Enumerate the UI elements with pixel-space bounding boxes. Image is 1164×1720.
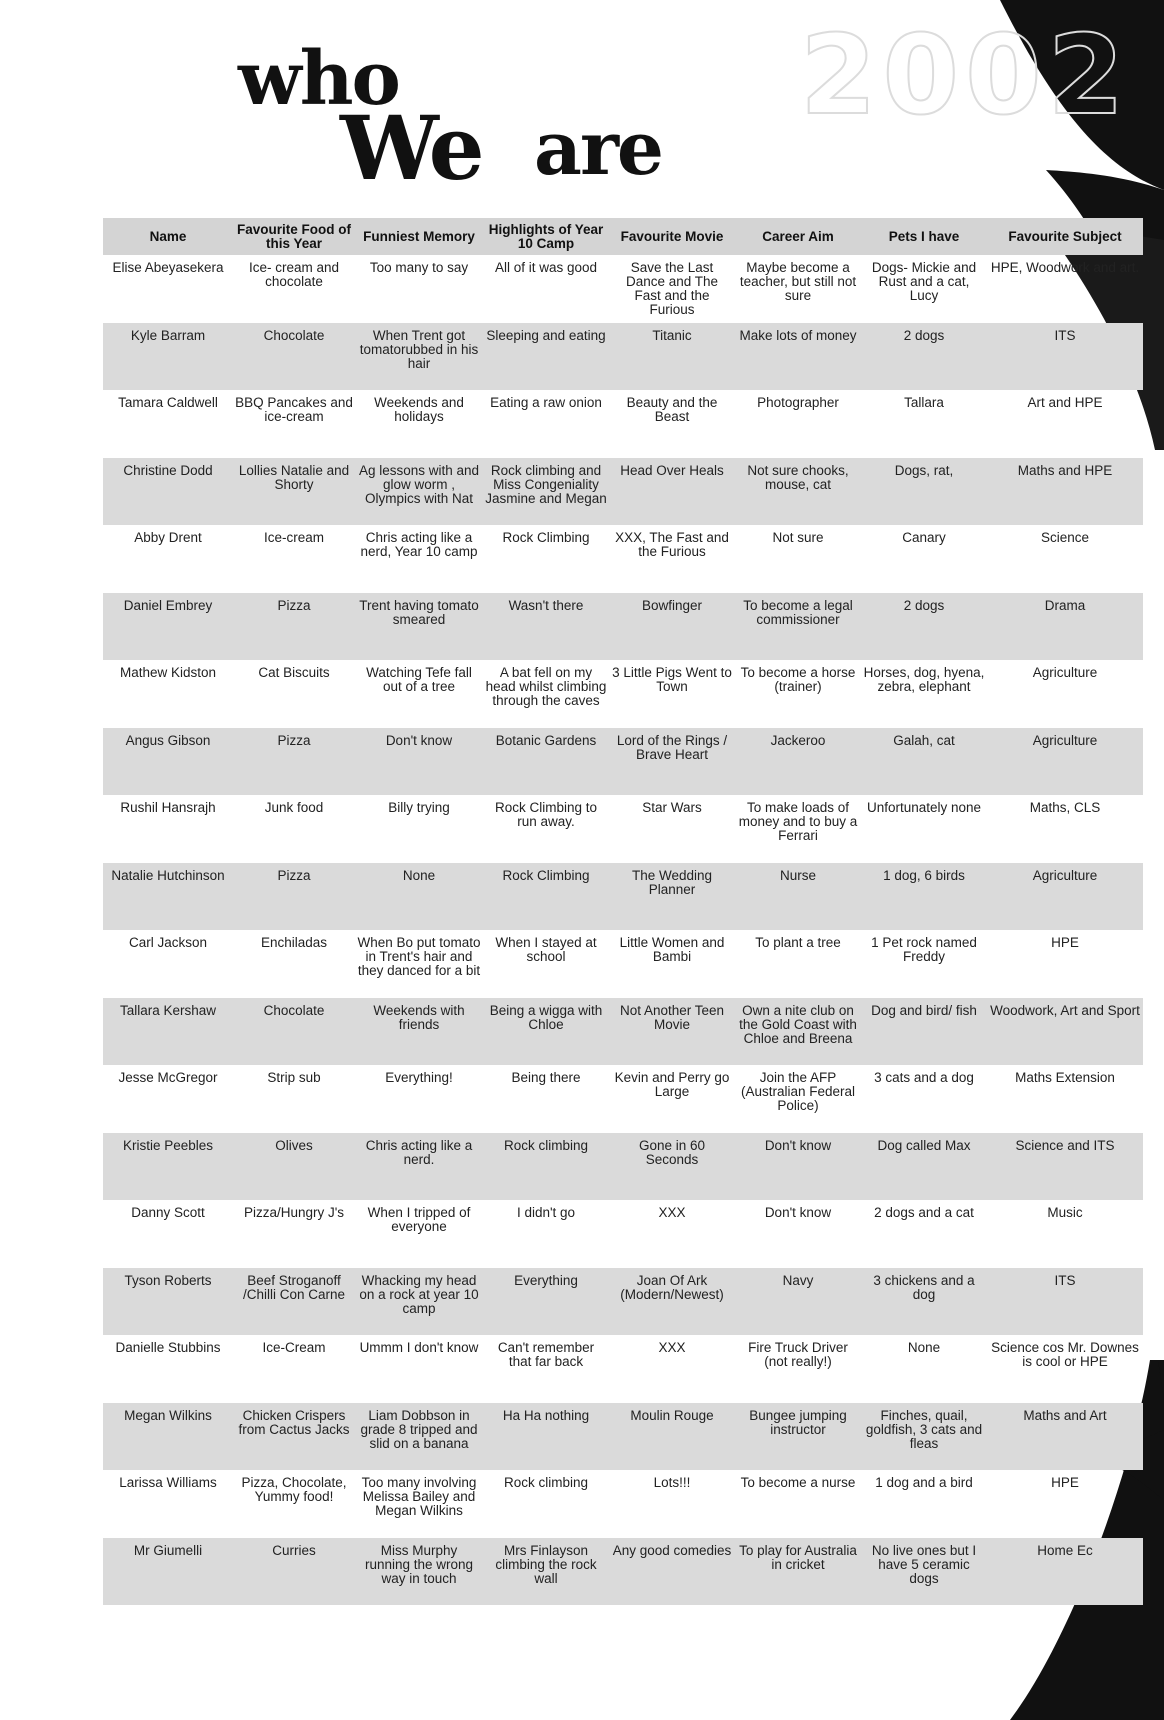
- name-cell: Kristie Peebles: [103, 1133, 233, 1201]
- memory-cell: Watching Tefe fall out of a tree: [366, 665, 472, 694]
- memory-cell: Too many to say: [369, 260, 469, 275]
- memory-cell: Too many involving Melissa Bailey and Megan Wilkins: [361, 1475, 477, 1518]
- subject-cell: Agriculture: [1032, 665, 1098, 680]
- name-cell: Danielle Stubbins: [115, 1340, 221, 1355]
- career-cell: To become a horse (trainer): [740, 665, 856, 694]
- name-cell: Daniel Embrey: [103, 593, 233, 661]
- career-cell: To plant a tree: [755, 935, 841, 950]
- camp-cell: Being there: [511, 1070, 581, 1085]
- food-cell: Chocolate: [233, 323, 355, 391]
- career-cell: Don't know: [764, 1205, 832, 1220]
- page-title-are: are: [534, 106, 663, 192]
- pets-cell: None: [907, 1340, 941, 1355]
- table-row: [103, 795, 1143, 863]
- table-row: [103, 1335, 1143, 1403]
- table-row: [103, 863, 1143, 931]
- food-cell: Cat Biscuits: [258, 665, 330, 680]
- career-cell: To play for Australia in cricket: [735, 1538, 861, 1606]
- subject-cell: Science: [1040, 530, 1090, 545]
- memory-cell: Miss Murphy running the wrong way in touch: [355, 1538, 483, 1606]
- movie-cell: XXX: [658, 1205, 686, 1220]
- name-cell: Megan Wilkins: [103, 1403, 233, 1471]
- subject-cell: HPE, Woodwork and art.: [990, 260, 1140, 275]
- memory-cell: Weekends with friends: [355, 998, 483, 1066]
- food-cell: Pizza: [233, 863, 355, 931]
- subject-cell: Drama: [987, 593, 1143, 661]
- food-cell: BBQ Pancakes and ice-cream: [235, 395, 353, 424]
- career-cell: Make lots of money: [735, 323, 861, 391]
- career-cell: Bungee jumping instructor: [735, 1403, 861, 1471]
- camp-cell: Rock Climbing to run away.: [494, 800, 598, 829]
- subject-cell: Maths and Art: [987, 1403, 1143, 1471]
- name-cell: Tamara Caldwell: [118, 395, 218, 410]
- name-cell: Rushil Hansrajh: [120, 800, 216, 815]
- food-cell: Olives: [233, 1133, 355, 1201]
- camp-cell: Eating a raw onion: [490, 395, 602, 410]
- memory-cell: Ag lessons with and glow worm , Olympics with Nat: [355, 458, 483, 526]
- table-row: [103, 1200, 1143, 1268]
- food-cell: Enchiladas: [260, 935, 328, 950]
- food-cell: Pizza/Hungry J's: [243, 1205, 345, 1220]
- subject-cell: Agriculture: [987, 728, 1143, 796]
- pets-cell: Dogs, rat,: [861, 458, 987, 526]
- table-row: [103, 1403, 1143, 1471]
- subject-cell: Maths, CLS: [1029, 800, 1101, 815]
- table-row: [103, 1470, 1143, 1538]
- subject-cell: Woodwork, Art and Sport: [987, 998, 1143, 1066]
- movie-cell: The Wedding Planner: [609, 863, 735, 931]
- table-row: [103, 1133, 1143, 1201]
- name-cell: Christine Dodd: [103, 458, 233, 526]
- pets-cell: No live ones but I have 5 ceramic dogs: [861, 1538, 987, 1606]
- movie-cell: Lord of the Rings / Brave Heart: [609, 728, 735, 796]
- food-cell: Ice- cream and chocolate: [248, 260, 340, 289]
- career-cell: Jackeroo: [735, 728, 861, 796]
- movie-cell: Save the Last Dance and The Fast and the Furious: [625, 260, 719, 317]
- pets-cell: 2 dogs: [861, 323, 987, 391]
- name-cell: Jesse McGregor: [118, 1070, 218, 1085]
- pets-cell: Dogs- Mickie and Rust and a cat, Lucy: [871, 260, 977, 303]
- table-row: [103, 660, 1143, 728]
- food-cell: Ice-cream: [263, 530, 324, 545]
- table-body: [103, 255, 1143, 1605]
- subject-cell: Science cos Mr. Downes is cool or HPE: [991, 1340, 1139, 1369]
- memory-cell: Weekends and holidays: [374, 395, 464, 424]
- movie-cell: Star Wars: [642, 800, 702, 815]
- camp-cell: Being a wigga with Chloe: [483, 998, 609, 1066]
- camp-cell: All of it was good: [494, 260, 598, 275]
- subject-cell: Art and HPE: [1027, 395, 1103, 410]
- movie-cell: Kevin and Perry go Large: [614, 1070, 730, 1099]
- name-cell: Kyle Barram: [103, 323, 233, 391]
- camp-cell: Rock Climbing: [483, 863, 609, 931]
- table-row: [103, 1538, 1143, 1606]
- name-cell: Larissa Williams: [119, 1475, 217, 1490]
- career-cell: To become a legal commissioner: [735, 593, 861, 661]
- pets-cell: Unfortunately none: [866, 800, 982, 815]
- table-row: [103, 593, 1143, 661]
- column-header: Career Aim: [735, 218, 861, 255]
- page-title-who: who: [238, 36, 399, 122]
- table-row: [103, 1268, 1143, 1336]
- column-header: Favourite Food of this Year: [233, 218, 355, 255]
- table-header-row: [103, 218, 1143, 255]
- camp-cell: Everything: [483, 1268, 609, 1336]
- food-cell: Chocolate: [233, 998, 355, 1066]
- pets-cell: Tallara: [904, 395, 944, 410]
- career-cell: Maybe become a teacher, but still not sure: [739, 260, 857, 303]
- food-cell: Lollies Natalie and Shorty: [233, 458, 355, 526]
- table-row: [103, 930, 1143, 998]
- pets-cell: 3 chickens and a dog: [861, 1268, 987, 1336]
- memory-cell: Everything!: [385, 1070, 453, 1085]
- food-cell: Pizza, Chocolate, Yummy food!: [241, 1475, 347, 1504]
- table-row: [103, 323, 1143, 391]
- table-row: [103, 1065, 1143, 1133]
- pets-cell: Horses, dog, hyena, zebra, elephant: [863, 665, 985, 694]
- camp-cell: Mrs Finlayson climbing the rock wall: [483, 1538, 609, 1606]
- movie-cell: Joan Of Ark (Modern/Newest): [609, 1268, 735, 1336]
- pets-cell: Dog and bird/ fish: [861, 998, 987, 1066]
- pets-cell: 1 dog, 6 birds: [861, 863, 987, 931]
- memory-cell: Liam Dobbson in grade 8 tripped and slid on a banana: [355, 1403, 483, 1471]
- table-row: [103, 390, 1143, 458]
- pets-cell: Dog called Max: [861, 1133, 987, 1201]
- movie-cell: 3 Little Pigs Went to Town: [612, 665, 732, 694]
- movie-cell: Bowfinger: [609, 593, 735, 661]
- student-survey-table: [103, 218, 1143, 1605]
- table-row: [103, 458, 1143, 526]
- career-cell: Not sure: [772, 530, 824, 545]
- table-row: [103, 525, 1143, 593]
- name-cell: Elise Abeyasekera: [112, 260, 224, 275]
- camp-cell: I didn't go: [516, 1205, 576, 1220]
- subject-cell: Maths and HPE: [987, 458, 1143, 526]
- memory-cell: Whacking my head on a rock at year 10 camp: [355, 1268, 483, 1336]
- column-header: Funniest Memory: [355, 218, 483, 255]
- career-cell: Navy: [735, 1268, 861, 1336]
- table-row: [103, 255, 1143, 323]
- camp-cell: Botanic Gardens: [483, 728, 609, 796]
- table-row: [103, 728, 1143, 796]
- career-cell: Fire Truck Driver (not really!): [748, 1340, 848, 1369]
- column-header: Highlights of Year 10 Camp: [483, 218, 609, 255]
- pets-cell: 2 dogs: [861, 593, 987, 661]
- subject-cell: Science and ITS: [987, 1133, 1143, 1201]
- movie-cell: Not Another Teen Movie: [609, 998, 735, 1066]
- memory-cell: None: [355, 863, 483, 931]
- movie-cell: Little Women and Bambi: [619, 935, 725, 964]
- movie-cell: Head Over Heals: [609, 458, 735, 526]
- name-cell: Mathew Kidston: [119, 665, 217, 680]
- camp-cell: Can't remember that far back: [497, 1340, 595, 1369]
- memory-cell: Don't know: [355, 728, 483, 796]
- camp-cell: Sleeping and eating: [483, 323, 609, 391]
- camp-cell: A bat fell on my head whilst climbing through the caves: [485, 665, 607, 708]
- subject-cell: HPE: [1051, 935, 1079, 950]
- memory-cell: Ummm I don't know: [359, 1340, 479, 1355]
- career-cell: Not sure chooks, mouse, cat: [735, 458, 861, 526]
- memory-cell: Trent having tomato smeared: [355, 593, 483, 661]
- name-cell: Danny Scott: [131, 1205, 205, 1220]
- camp-cell: Rock climbing: [503, 1475, 589, 1490]
- pets-cell: 1 dog and a bird: [875, 1475, 973, 1490]
- food-cell: Junk food: [264, 800, 324, 815]
- food-cell: Pizza: [233, 728, 355, 796]
- food-cell: Curries: [233, 1538, 355, 1606]
- table-row: [103, 998, 1143, 1066]
- camp-cell: Rock climbing: [483, 1133, 609, 1201]
- camp-cell: Rock Climbing: [502, 530, 590, 545]
- career-cell: To make loads of money and to buy a Ferrari: [738, 800, 858, 843]
- page-title-we: We: [340, 96, 482, 200]
- subject-cell: ITS: [987, 323, 1143, 391]
- memory-cell: Chris acting like a nerd.: [355, 1133, 483, 1201]
- column-header: Pets I have: [861, 218, 987, 255]
- subject-cell: HPE: [1051, 1475, 1079, 1490]
- food-cell: Pizza: [233, 593, 355, 661]
- camp-cell: When I stayed at school: [495, 935, 597, 964]
- memory-cell: When Trent got tomatorubbed in his hair: [355, 323, 483, 391]
- camp-cell: Rock climbing and Miss Congeniality Jasmine and Megan: [483, 458, 609, 526]
- name-cell: Abby Drent: [134, 530, 202, 545]
- career-cell: Join the AFP (Australian Federal Police): [740, 1070, 856, 1113]
- movie-cell: XXX, The Fast and the Furious: [615, 530, 729, 559]
- name-cell: Carl Jackson: [128, 935, 208, 950]
- column-header: Favourite Movie: [609, 218, 735, 255]
- career-cell: Don't know: [735, 1133, 861, 1201]
- camp-cell: Ha Ha nothing: [483, 1403, 609, 1471]
- food-cell: Beef Stroganoff /Chilli Con Carne: [233, 1268, 355, 1336]
- camp-cell: Wasn't there: [483, 593, 609, 661]
- subject-cell: Agriculture: [987, 863, 1143, 931]
- pets-cell: 3 cats and a dog: [874, 1070, 974, 1085]
- name-cell: Angus Gibson: [103, 728, 233, 796]
- name-cell: Tallara Kershaw: [103, 998, 233, 1066]
- movie-cell: Moulin Rouge: [609, 1403, 735, 1471]
- pets-cell: Canary: [902, 530, 946, 545]
- movie-cell: Gone in 60 Seconds: [609, 1133, 735, 1201]
- food-cell: Chicken Crispers from Cactus Jacks: [233, 1403, 355, 1471]
- pets-cell: 1 Pet rock named Freddy: [871, 935, 977, 964]
- year-watermark: 2002: [800, 11, 1131, 139]
- subject-cell: Music: [1047, 1205, 1083, 1220]
- movie-cell: Lots!!!: [653, 1475, 691, 1490]
- pets-cell: Galah, cat: [861, 728, 987, 796]
- movie-cell: Titanic: [609, 323, 735, 391]
- pets-cell: Finches, quail, goldfish, 3 cats and fleas: [861, 1403, 987, 1471]
- subject-cell: Maths Extension: [1015, 1070, 1115, 1085]
- subject-cell: Home Ec: [987, 1538, 1143, 1606]
- pets-cell: 2 dogs and a cat: [874, 1205, 974, 1220]
- career-cell: To become a nurse: [740, 1475, 856, 1490]
- name-cell: Mr Giumelli: [103, 1538, 233, 1606]
- career-cell: Nurse: [735, 863, 861, 931]
- memory-cell: When I tripped of everyone: [367, 1205, 471, 1234]
- memory-cell: Chris acting like a nerd, Year 10 camp: [360, 530, 478, 559]
- subject-cell: ITS: [987, 1268, 1143, 1336]
- food-cell: Strip sub: [267, 1070, 321, 1085]
- memory-cell: Billy trying: [388, 800, 450, 815]
- movie-cell: XXX: [658, 1340, 686, 1355]
- movie-cell: Any good comedies: [609, 1538, 735, 1606]
- career-cell: Own a nite club on the Gold Coast with Chloe and Breena: [735, 998, 861, 1066]
- movie-cell: Beauty and the Beast: [626, 395, 718, 424]
- column-header: Name: [103, 218, 233, 255]
- name-cell: Tyson Roberts: [103, 1268, 233, 1336]
- name-cell: Natalie Hutchinson: [103, 863, 233, 931]
- career-cell: Photographer: [757, 395, 839, 410]
- food-cell: Ice-Cream: [262, 1340, 326, 1355]
- memory-cell: When Bo put tomato in Trent's hair and they danced for a bit: [357, 935, 481, 978]
- column-header: Favourite Subject: [987, 218, 1143, 255]
